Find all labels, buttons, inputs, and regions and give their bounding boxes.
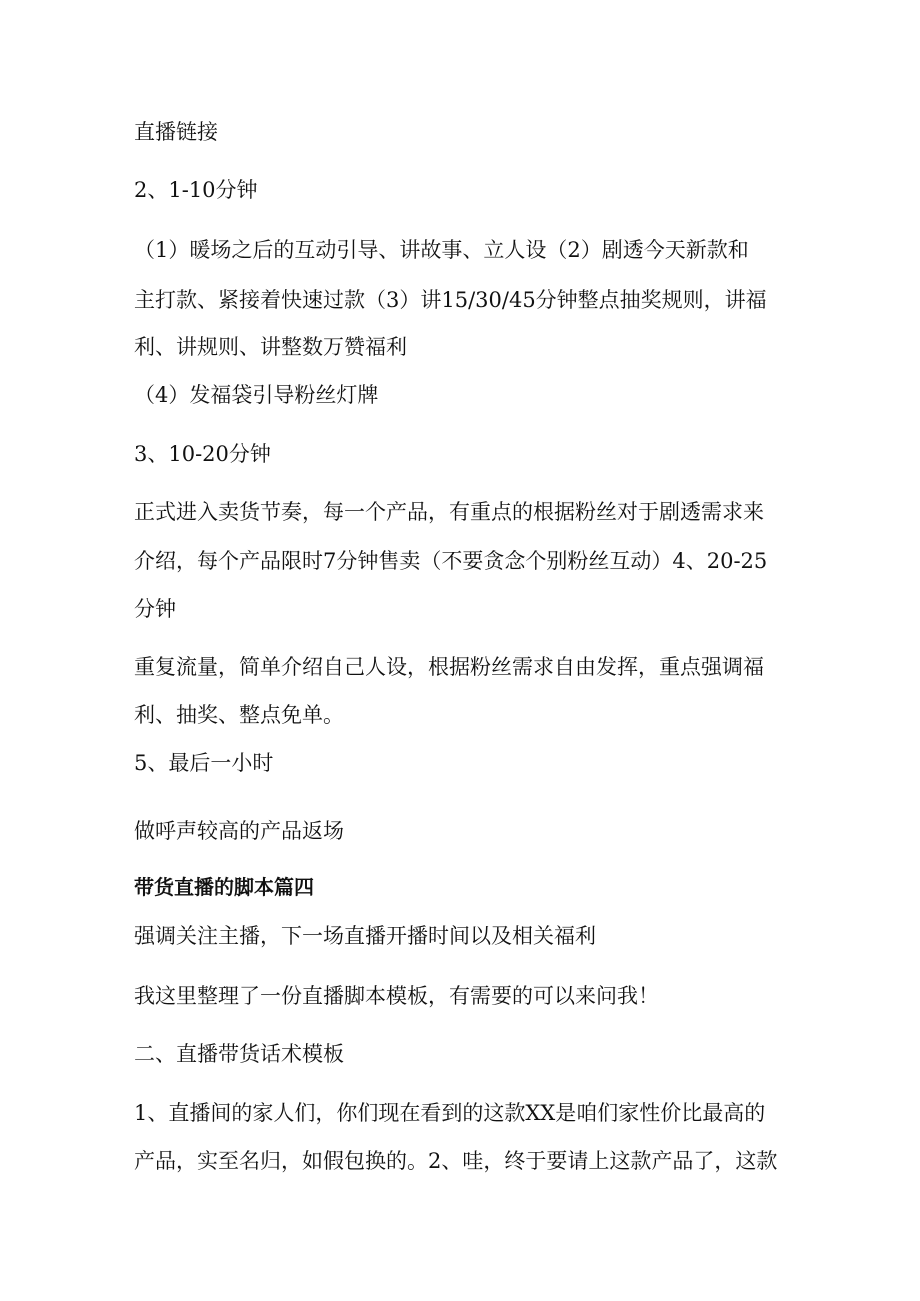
text-line: 产品，实至名归，如假包换的。2、哇，终于要请上这款产品了，这款 bbox=[134, 1149, 778, 1173]
section-heading: 2、1-10分钟 bbox=[134, 178, 258, 202]
text-line: 正式进入卖货节奏，每一个产品，有重点的根据粉丝对于剧透需求来 bbox=[134, 500, 764, 524]
section-heading: 5、最后一小时 bbox=[134, 751, 274, 775]
text-line: 强调关注主播，下一场直播开播时间以及相关福利 bbox=[134, 924, 596, 948]
chapter-title: 带货直播的脚本篇四 bbox=[134, 875, 314, 899]
section-heading: 二、直播带货话术模板 bbox=[134, 1042, 344, 1066]
text-line: 重复流量，简单介绍自己人设，根据粉丝需求自由发挥，重点强调福 bbox=[134, 655, 764, 679]
text-line: 介绍，每个产品限时7分钟售卖（不要贪念个别粉丝互动）4、20-25 bbox=[134, 549, 768, 573]
section-heading: 3、10-20分钟 bbox=[134, 442, 271, 466]
text-line: 做呼声较高的产品返场 bbox=[134, 819, 344, 843]
text-line: 我这里整理了一份直播脚本模板，有需要的可以来问我！ bbox=[134, 984, 659, 1008]
text-line: 分钟 bbox=[134, 597, 176, 621]
text-line: 1、直播间的家人们，你们现在看到的这款XX是咱们家性价比最高的 bbox=[134, 1101, 766, 1125]
text-line: 利、抽奖、整点免单。 bbox=[134, 703, 344, 727]
text-line: （1）暖场之后的互动引导、讲故事、立人设（2）剧透今天新款和 bbox=[134, 238, 749, 262]
text-line: （4）发福袋引导粉丝灯牌 bbox=[134, 383, 379, 407]
text-line: 主打款、紧接着快速过款（3）讲15/30/45分钟整点抽奖规则，讲福 bbox=[134, 288, 767, 312]
text-line: 利、讲规则、讲整数万赞福利 bbox=[134, 335, 407, 359]
text-line: 直播链接 bbox=[134, 120, 218, 144]
